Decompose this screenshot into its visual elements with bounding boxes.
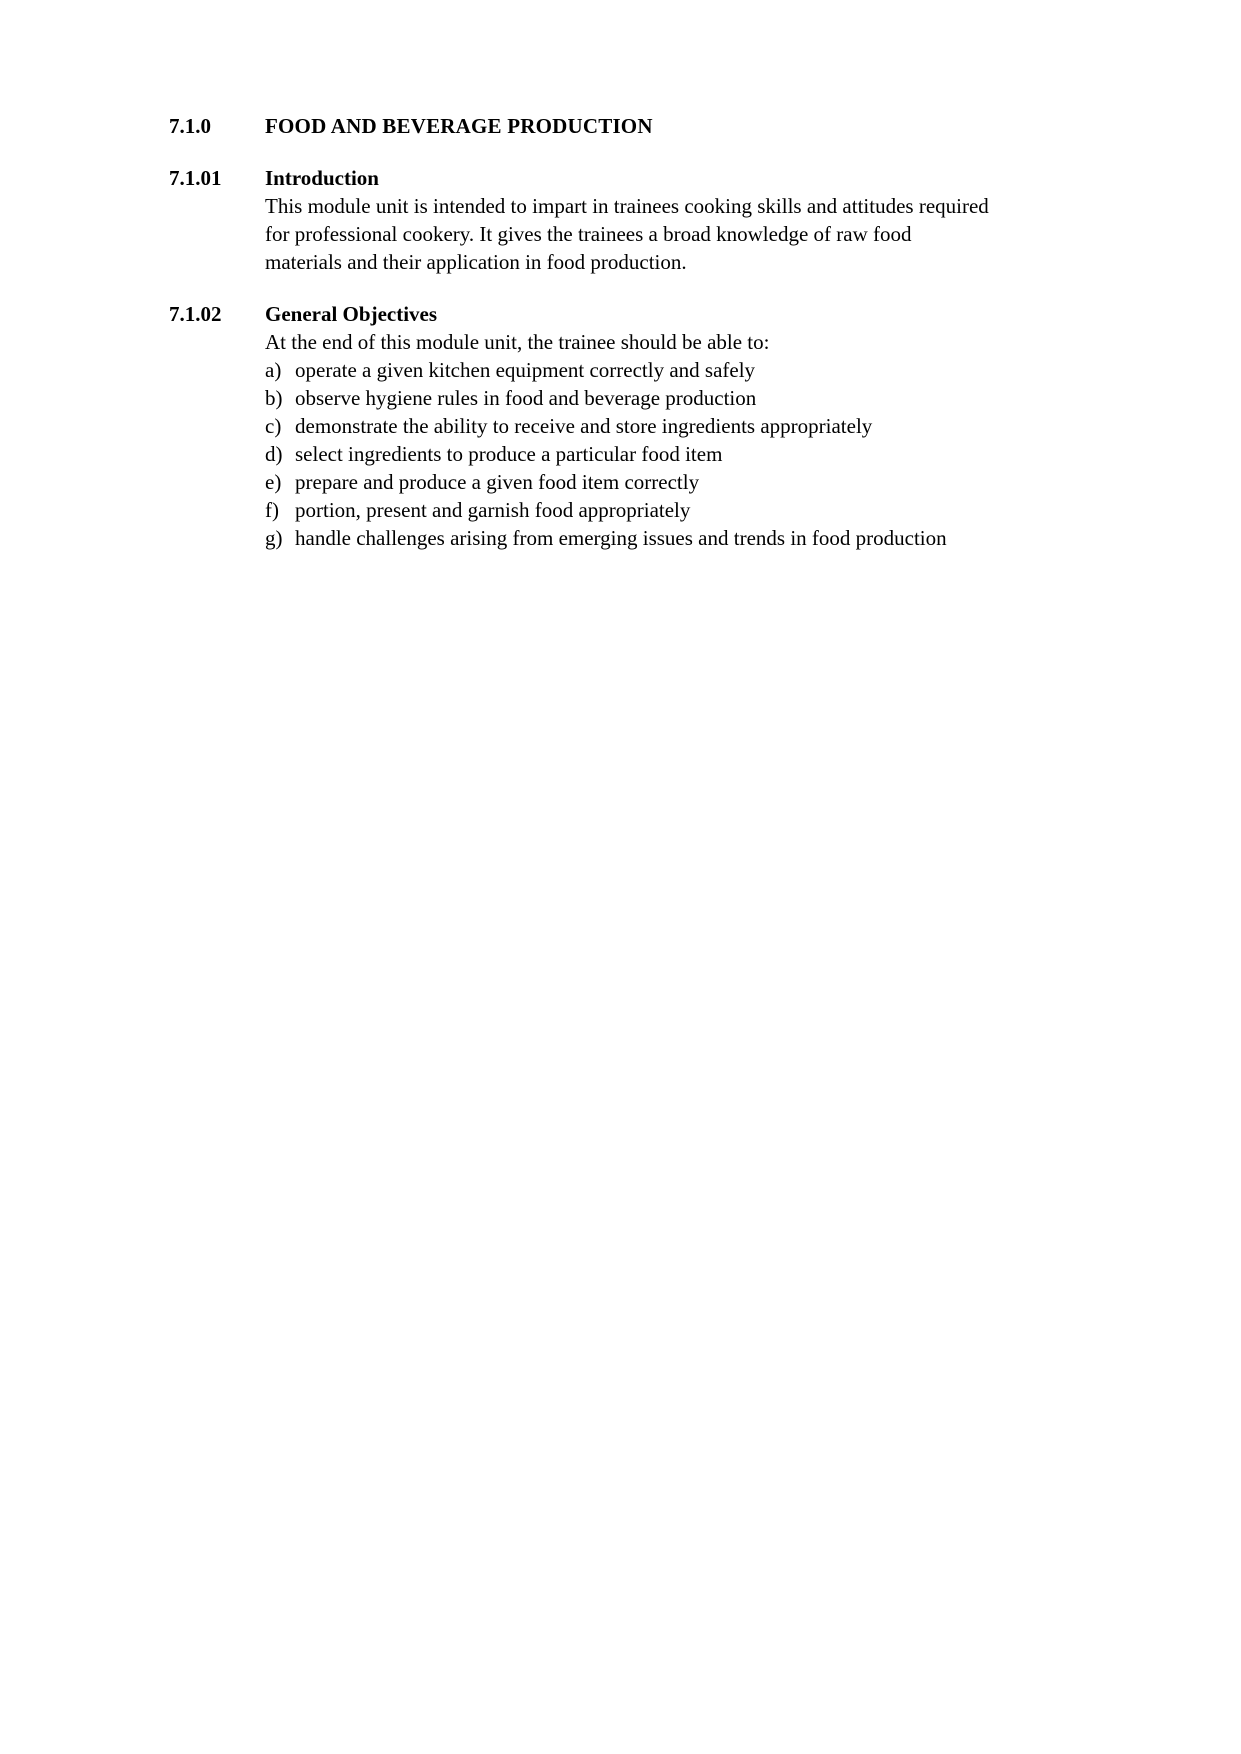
objective-text: prepare and produce a given food item correctly <box>295 470 700 494</box>
objective-item <box>265 412 1191 440</box>
objective-text: demonstrate the ability to receive and store ingredients appropriately <box>295 414 873 438</box>
section-introduction <box>169 164 1191 276</box>
objective-label: c) <box>265 414 282 438</box>
section-number: 7.1.02 <box>169 302 222 326</box>
paragraph-line: This module unit is intended to impart in trainees cooking skills and attitudes required <box>265 194 989 218</box>
introduction-paragraph <box>265 192 1191 276</box>
objective-label: b) <box>265 386 283 410</box>
objective-item <box>265 524 1191 552</box>
section-title: General Objectives <box>265 302 438 326</box>
objective-item <box>265 440 1191 468</box>
objective-label: g) <box>265 526 283 550</box>
paragraph-line: for professional cookery. It gives the trainees a broad knowledge of raw food <box>265 222 912 246</box>
section-number: 7.1.0 <box>169 114 211 138</box>
objective-text: portion, present and garnish food appropriately <box>295 498 691 522</box>
objective-item <box>265 468 1191 496</box>
section-number: 7.1.01 <box>169 166 222 190</box>
objectives-list <box>265 356 1191 552</box>
section-title: FOOD AND BEVERAGE PRODUCTION <box>265 114 653 138</box>
section-food-and-beverage-production <box>169 112 1191 140</box>
objective-label: d) <box>265 442 283 466</box>
section-general-objectives <box>169 300 1191 552</box>
section-title: Introduction <box>265 166 379 190</box>
objective-item <box>265 496 1191 524</box>
objective-text: select ingredients to produce a particular food item <box>295 442 723 466</box>
paragraph-line: materials and their application in food production. <box>265 250 687 274</box>
objective-text: operate a given kitchen equipment correctly and safely <box>295 358 756 382</box>
objective-text: handle challenges arising from emerging issues and trends in food production <box>295 526 947 550</box>
objective-label: a) <box>265 358 282 382</box>
objective-item <box>265 384 1191 412</box>
objective-label: f) <box>265 498 279 522</box>
objective-text: observe hygiene rules in food and beverage production <box>295 386 757 410</box>
objectives-intro: At the end of this module unit, the trainee should be able to: <box>265 330 770 354</box>
objective-label: e) <box>265 470 282 494</box>
objective-item <box>265 356 1191 384</box>
